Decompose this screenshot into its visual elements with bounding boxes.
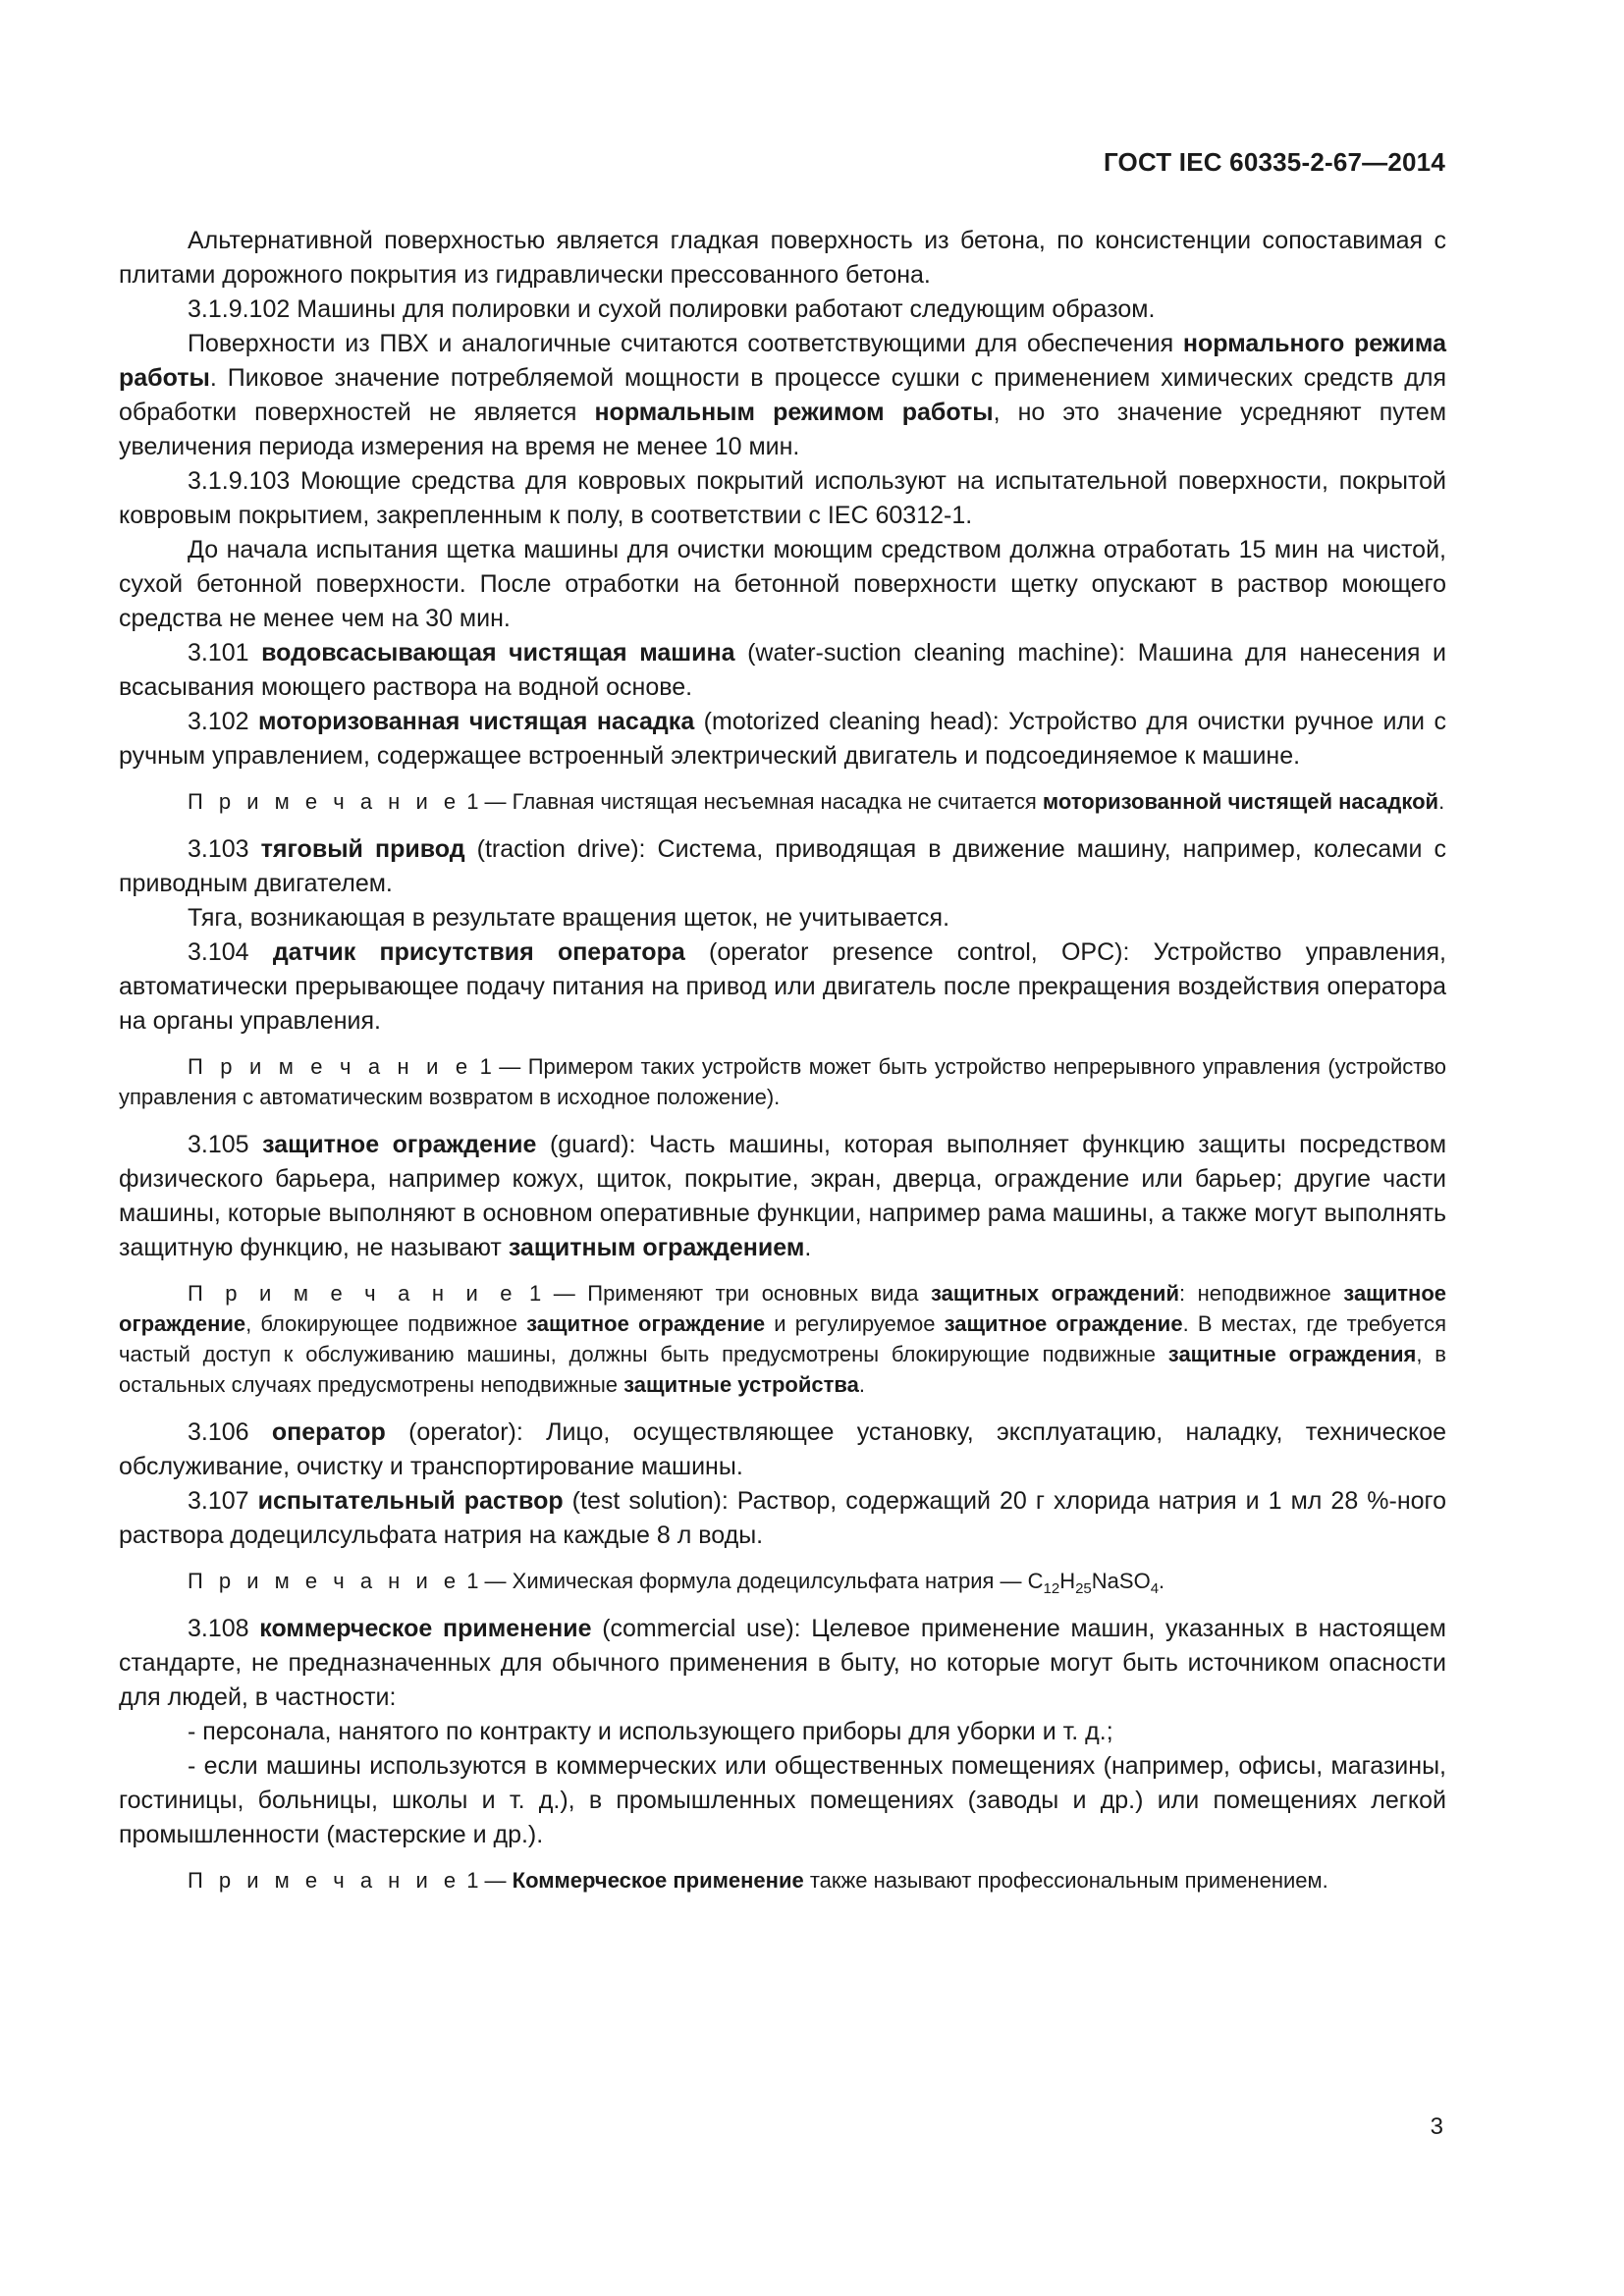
list-item: - если машины используются в коммерческих или общественных помещениях (например, офисы, магазины, гостиницы, больницы, школы и т. д.), в промышленных помещениях (заводы и др.) или помещениях легкой промышленности (мастерские и др.).	[119, 1752, 1446, 1848]
definition-3-106: 3.106 оператор (operator): Лицо, осуществляющее установку, эксплуатацию, наладку, техническое обслуживание, очистку и транспортирование машины.	[119, 1418, 1446, 1480]
definition-3-108: 3.108 коммерческое применение (commercial use): Целевое применение машин, указанных в настоящем стандарте, не предназначенных для обычного применения в быту, но которые могут быть источником опасности для людей, в частности:	[119, 1615, 1446, 1711]
paragraph-pvc-surfaces: Поверхности из ПВХ и аналогичные считаются соответствующими для обеспечения нормального режима работы. Пиковое значение потребляемой мощности в процессе сушки с применением химических средств для обработки поверхностей не является нормальным режимом работы, но это значение усредняют путем увеличения периода измерения на время не менее 10 мин.	[119, 330, 1447, 460]
definition-3-107: 3.107 испытательный раствор (test solution): Раствор, содержащий 20 г хлорида натрия и 1 мл 28 %-ного раствора додецилсульфата натрия на каждые 8 л воды.	[119, 1487, 1447, 1549]
definition-3-102: 3.102 моторизованная чистящая насадка (motorized cleaning head): Устройство для очистки ручное или с ручным управлением, содержащее встроенный электрический двигатель и подсоединяемое к машине.	[119, 708, 1446, 770]
note-3-105: П р и м е ч а н и е 1 — Применяют три основных вида защитных ограждений: неподвижное защитное ограждение, блокирующее подвижное защитное ограждение и регулируемое защитное ограждение. В местах, где требуется частый доступ к обслуживанию машины, должны быть предусмотрены блокирующие подвижные защитные ограждения, в остальных случаях предусмотрены неподвижные защитные устройства.	[119, 1281, 1447, 1397]
definition-3-105: 3.105 защитное ограждение (guard): Часть машины, которая выполняет функцию защиты посредством физического барьера, например кожух, щиток, покрытие, экран, дверца, ограждение или барьер; другие части машины, которые выполняют в основном оперативные функции, например рама машины, а также могут выполнять защитную функцию, не называют защитным ограждением.	[119, 1131, 1447, 1261]
paragraph-alt-surface: Альтернативной поверхностью является гладкая поверхность из бетона, по консистенции сопоставимая с плитами дорожного покрытия из гидравлически прессованного бетона.	[119, 227, 1446, 289]
paragraph-brush-runin: До начала испытания щетка машины для очистки моющим средством должна отработать 15 мин на чистой, сухой бетонной поверхности. После отработки на бетонной поверхности щетку опускают в раствор моющего средства не менее чем на 30 мин.	[119, 536, 1446, 632]
note-3-102: П р и м е ч а н и е 1 — Главная чистящая несъемная насадка не считается моторизованной чистящей насадкой.	[188, 789, 1445, 814]
note-3-104: П р и м е ч а н и е 1 — Примером таких устройств может быть устройство непрерывного управления (устройство управления с автоматическим возвратом в исходное положение).	[119, 1054, 1446, 1109]
note-3-107: П р и м е ч а н и е 1 — Химическая формула додецилсульфата натрия — $C_{12}H_{25}NaSO_4$.	[188, 1569, 1165, 1597]
definition-3-101: 3.101 водовсасывающая чистящая машина (water-suction cleaning machine): Машина для нанесения и всасывания моющего раствора на водной основе.	[119, 639, 1446, 701]
definition-3-104: 3.104 датчик присутствия оператора (operator presence control, OPC): Устройство управления, автоматически прерывающее подачу питания на привод или двигатель после прекращения воздействия оператора на органы управления.	[119, 938, 1446, 1035]
paragraph-traction-note: Тяга, возникающая в результате вращения щеток, не учитывается.	[188, 904, 950, 932]
page-number: 3	[1430, 2113, 1443, 2140]
paragraph-3-1-9-102: 3.1.9.102 Машины для полировки и сухой полировки работают следующим образом.	[188, 295, 1156, 323]
document-header	[1104, 147, 1445, 178]
list-item: - персонала, нанятого по контракту и использующего приборы для уборки и т. д.;	[188, 1718, 1113, 1745]
note-3-108: П р и м е ч а н и е 1 — Коммерческое применение также называют профессиональным применением.	[188, 1868, 1328, 1893]
page-content	[119, 224, 1446, 1911]
standard-designation: ГОСТ IEC 60335-2-67—2014	[1103, 147, 1445, 177]
paragraph-3-1-9-103: 3.1.9.103 Моющие средства для ковровых покрытий используют на испытательной поверхности, покрытой ковровым покрытием, закрепленным к полу, в соответствии с IEC 60312-1.	[119, 467, 1446, 529]
definition-3-103: 3.103 тяговый привод (traction drive): Система, приводящая в движение машину, например, колесами с приводным двигателем.	[119, 835, 1446, 897]
